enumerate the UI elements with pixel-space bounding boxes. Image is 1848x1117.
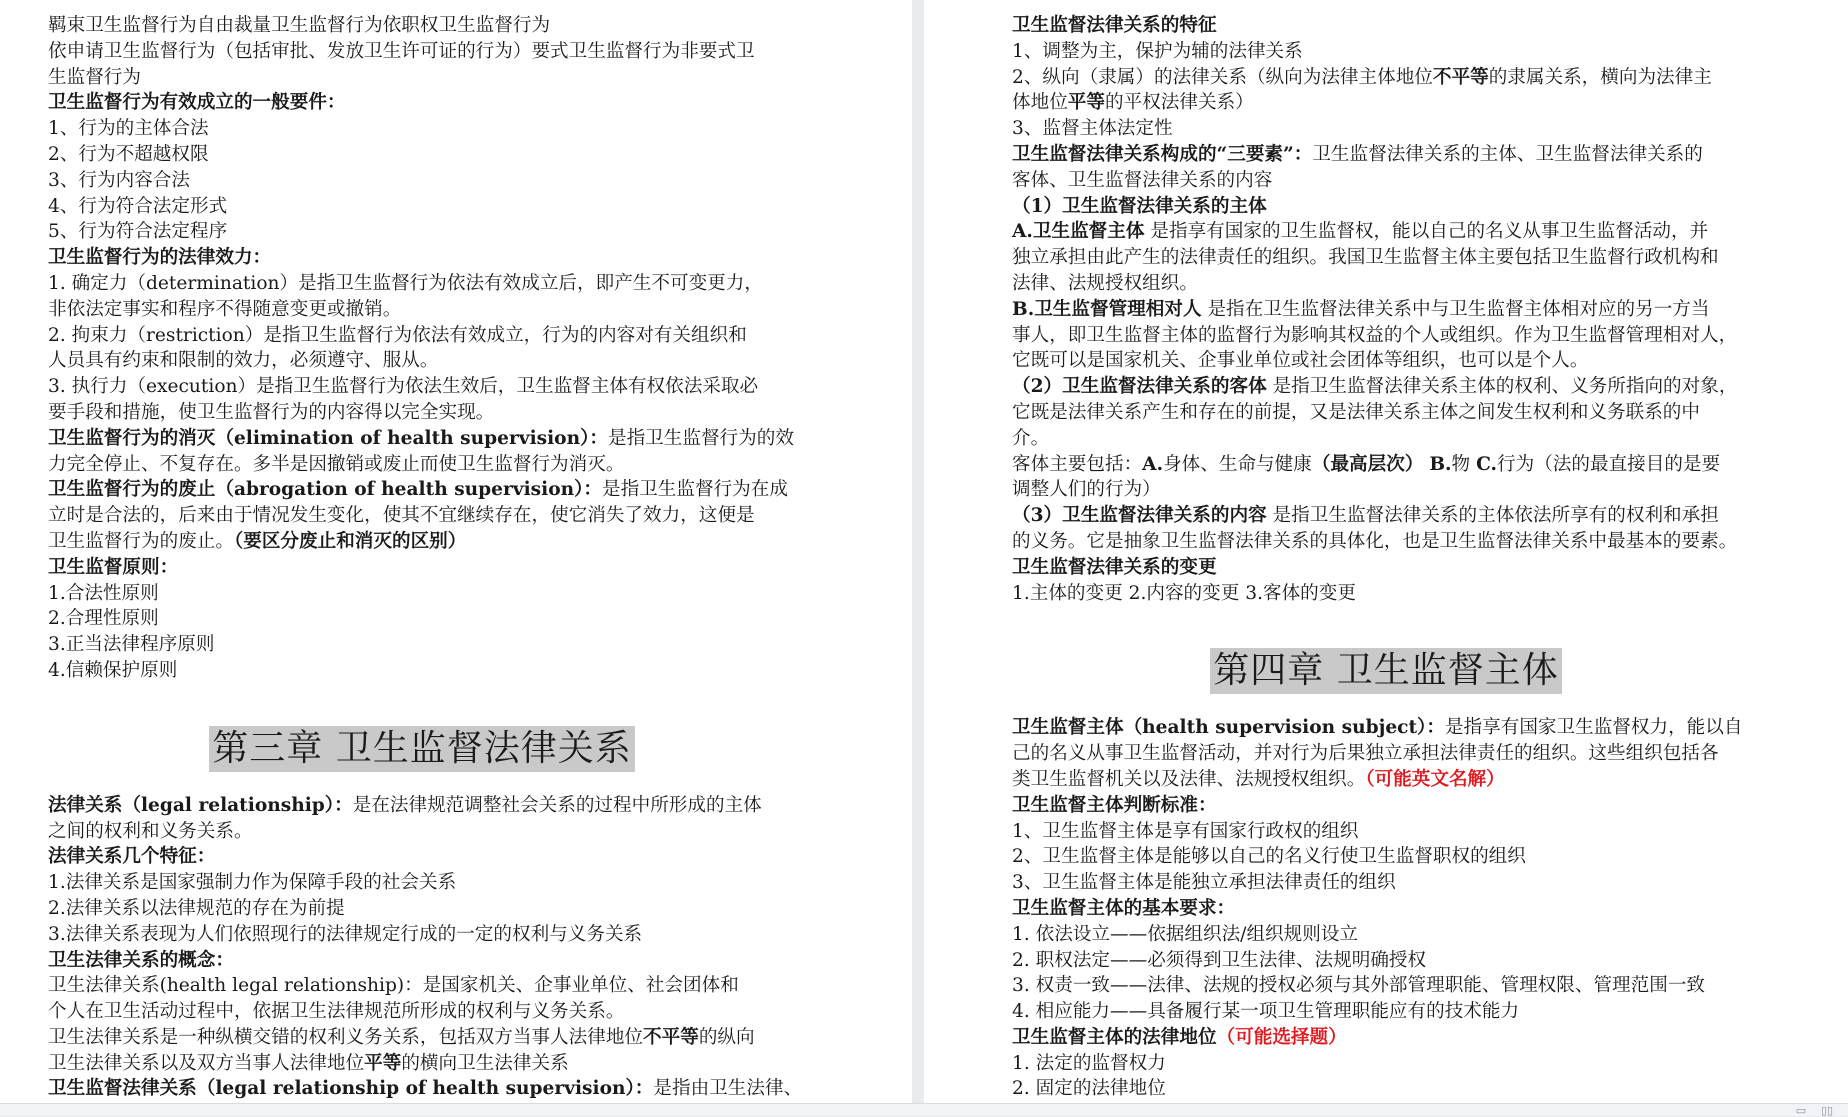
bold-text: B.卫生监督管理相对人 bbox=[1012, 298, 1202, 320]
bold-text: A. bbox=[1142, 453, 1164, 475]
bold-text: 卫生监督行为的法律效力： bbox=[48, 247, 272, 269]
text-span: 3、监督主体法定性 bbox=[1012, 118, 1173, 140]
text-line bbox=[1012, 323, 1848, 349]
text-line bbox=[1012, 374, 1848, 400]
right-text-block-2 bbox=[1012, 715, 1848, 1102]
text-span: 介。 bbox=[1012, 427, 1050, 449]
bold-text: 卫生法律关系的概念： bbox=[48, 949, 234, 971]
chapter-3-heading bbox=[48, 726, 796, 772]
bold-text: （1）卫生监督法律关系的主体 bbox=[1012, 195, 1267, 217]
text-line bbox=[48, 503, 912, 529]
bold-text: 卫生监督主体（health supervision subject）： bbox=[1012, 717, 1445, 739]
text-span: 法律、法规授权组织。 bbox=[1012, 272, 1198, 294]
text-span: 己的名义从事卫生监督活动，并对行为后果独立承担法律责任的组织。这些组织包括各 bbox=[1012, 743, 1719, 765]
text-span: 2、卫生监督主体是能够以自己的名义行使卫生监督职权的组织 bbox=[1012, 846, 1526, 868]
text-line bbox=[1012, 948, 1848, 974]
text-span: 是指在卫生监督法律关系中与卫生监督主体相对应的另一方当 bbox=[1201, 298, 1710, 320]
text-line bbox=[1012, 529, 1848, 555]
text-line bbox=[48, 116, 912, 142]
text-span: 3.法律关系表现为人们依照现行的法律规定行成的一定的权利与义务关系 bbox=[48, 923, 643, 945]
text-line bbox=[48, 13, 912, 39]
text-line bbox=[48, 65, 912, 91]
text-span: 卫生监督行为的废止。 bbox=[48, 530, 234, 552]
text-span: 人员具有约束和限制的效力，必须遵守、服从。 bbox=[48, 350, 439, 372]
bold-text: 卫生监督行为的废止（abrogation of health supervision）： bbox=[48, 479, 603, 501]
text-span: 是指享有国家卫生监督权力，能以自 bbox=[1444, 717, 1743, 739]
text-line bbox=[1012, 1051, 1848, 1077]
text-span: 的横向卫生法律关系 bbox=[401, 1052, 569, 1074]
bold-text: C. bbox=[1476, 453, 1498, 475]
text-line bbox=[48, 426, 912, 452]
text-span: 非依法定事实和程序不得随意变更或撤销。 bbox=[48, 298, 402, 320]
text-span: 的隶属关系，横向为法律主 bbox=[1488, 66, 1712, 88]
text-line bbox=[1012, 715, 1848, 741]
text-line bbox=[48, 219, 912, 245]
chapter-4-heading bbox=[1012, 648, 1760, 694]
text-span: 是指卫生监督法律关系主体的权利、义务所指向的对象， bbox=[1266, 376, 1738, 398]
highlight-note: （可能英文名解） bbox=[1365, 768, 1505, 790]
text-span: 1.主体的变更 2.内容的变更 3.客体的变更 bbox=[1012, 582, 1356, 604]
chapter-4-title: 第四章 卫生监督主体 bbox=[1210, 648, 1561, 694]
text-line bbox=[48, 194, 912, 220]
text-span: 是指卫生监督法律关系的主体依法所享有的权利和承担 bbox=[1266, 505, 1719, 527]
text-span: 体地位 bbox=[1012, 92, 1068, 114]
bold-text: （2）卫生监督法律关系的客体 bbox=[1012, 376, 1267, 398]
text-span: 是指卫生监督行为的效 bbox=[607, 427, 794, 449]
bold-text: 平等 bbox=[1067, 92, 1105, 114]
text-span: 的义务。它是抽象卫生监督法律关系的具体化，也是卫生监督法律关系中最基本的要素。 bbox=[1012, 530, 1738, 552]
text-span: 的平权法律关系） bbox=[1105, 92, 1254, 114]
text-line bbox=[1012, 1076, 1848, 1102]
text-line bbox=[48, 844, 912, 870]
text-span: 是指享有国家的卫生监督权，能以自己的名义从事卫生监督活动，并 bbox=[1144, 221, 1709, 243]
text-line bbox=[1012, 400, 1848, 426]
text-span: 卫生法律关系以及双方当事人法律地位 bbox=[48, 1052, 365, 1074]
text-line bbox=[48, 348, 912, 374]
text-line bbox=[1012, 581, 1848, 607]
bold-text: （最高层次） bbox=[1311, 453, 1424, 475]
text-line bbox=[48, 555, 912, 581]
text-span: 1、调整为主，保护为辅的法律关系 bbox=[1012, 40, 1303, 62]
text-span: 1.合法性原则 bbox=[48, 582, 159, 604]
text-line bbox=[48, 632, 912, 658]
text-line bbox=[1012, 426, 1848, 452]
text-line bbox=[48, 1025, 912, 1051]
text-span: 1、卫生监督主体是享有国家行政权的组织 bbox=[1012, 820, 1359, 842]
text-line bbox=[48, 1051, 912, 1077]
bold-text: A.卫生监督主体 bbox=[1012, 221, 1145, 243]
bold-text: 卫生监督主体的基本要求： bbox=[1012, 897, 1236, 919]
bold-text: 卫生监督主体的法律地位 bbox=[1012, 1026, 1217, 1048]
text-span: 是在法律规范调整社会关系的过程中所形成的主体 bbox=[352, 794, 762, 816]
text-span: 4、行为符合法定形式 bbox=[48, 195, 228, 217]
bold-text: 卫生监督法律关系的特征 bbox=[1012, 15, 1217, 36]
text-span: 身体、生命与健康 bbox=[1163, 453, 1312, 475]
text-span: 2.合理性原则 bbox=[48, 608, 159, 630]
text-line bbox=[1012, 896, 1848, 922]
bold-text: （要区分废止和消灭的区别） bbox=[233, 530, 467, 552]
text-span: 事人，即卫生监督主体的监督行为影响其权益的个人或组织。作为卫生监督管理相对人， bbox=[1012, 324, 1738, 346]
text-span: 是指卫生监督行为在成 bbox=[602, 479, 788, 501]
text-span: 4.信赖保护原则 bbox=[48, 659, 178, 681]
text-span: 它既是法律关系产生和存在的前提，又是法律关系主体之间发生权利和义务联系的中 bbox=[1012, 401, 1700, 423]
text-span: 类卫生监督机关以及法律、法规授权组织。 bbox=[1012, 768, 1366, 790]
text-span: 立时是合法的，后来由于情况发生变化，使其不宜继续存在，使它消失了效力，这便是 bbox=[48, 505, 755, 527]
text-line bbox=[48, 658, 912, 684]
text-span: 它既可以是国家机关、企事业单位或社会团体等组织，也可以是个人。 bbox=[1012, 350, 1589, 372]
text-span: 3. 执行力（execution）是指卫生监督行为依法生效后，卫生监督主体有权依法采取必 bbox=[48, 376, 759, 398]
text-span: 卫生监督法律关系的主体、卫生监督法律关系的 bbox=[1312, 143, 1703, 165]
text-line bbox=[1012, 116, 1848, 142]
bold-text: 不平等 bbox=[1432, 66, 1489, 88]
text-span: 3. 权责一致——法律、法规的授权必须与其外部管理职能、管理权限、管理范围一致 bbox=[1012, 975, 1706, 997]
text-span: 2. 固定的法律地位 bbox=[1012, 1078, 1166, 1100]
text-line bbox=[48, 323, 912, 349]
text-line bbox=[1012, 348, 1848, 374]
text-line bbox=[1012, 1025, 1848, 1051]
text-span: 卫生法律关系(health legal relationship)：是国家机关、企事业单位、社会团体和 bbox=[48, 975, 739, 997]
bold-text: B. bbox=[1429, 453, 1452, 475]
bold-text: 卫生监督行为的消灭（elimination of health supervision）： bbox=[48, 427, 608, 449]
text-line bbox=[1012, 999, 1848, 1025]
text-line bbox=[48, 477, 912, 503]
text-span: 物 bbox=[1451, 453, 1477, 475]
text-span: 1.法律关系是国家强制力作为保障手段的社会关系 bbox=[48, 872, 457, 894]
text-line bbox=[1012, 219, 1848, 245]
bold-text: 卫生监督原则： bbox=[48, 556, 179, 578]
bold-text: 卫生监督法律关系的变更 bbox=[1012, 556, 1217, 578]
text-line bbox=[48, 581, 912, 607]
text-span: 是指由卫生法律、 bbox=[653, 1078, 803, 1100]
highlight-note: （可能选择题） bbox=[1216, 1026, 1347, 1048]
text-line bbox=[48, 606, 912, 632]
text-span: 5、行为符合法定程序 bbox=[48, 221, 228, 243]
text-span: 依申请卫生监督行为（包括审批、发放卫生许可证的行为）要式卫生监督行为非要式卫 bbox=[48, 40, 755, 62]
text-line bbox=[48, 297, 912, 323]
left-text-block-2 bbox=[48, 793, 912, 1103]
text-span: 1. 确定力（determination）是指卫生监督行为依法有效成立后，即产生不可变更力， bbox=[48, 272, 763, 294]
text-line bbox=[1012, 142, 1848, 168]
text-line bbox=[1012, 452, 1848, 478]
bold-text: 不平等 bbox=[643, 1026, 699, 1048]
text-line bbox=[48, 245, 912, 271]
left-text-block-1 bbox=[48, 13, 912, 684]
bold-text: 卫生监督行为有效成立的一般要件： bbox=[48, 92, 346, 114]
bold-text: 平等 bbox=[364, 1052, 402, 1074]
text-line bbox=[1012, 297, 1848, 323]
text-span: 力完全停止、不复存在。多半是因撤销或废止而使卫生监督行为消灭。 bbox=[48, 453, 625, 475]
text-line bbox=[1012, 13, 1848, 39]
text-span: 1. 法定的监督权力 bbox=[1012, 1052, 1166, 1074]
text-span: 要手段和措施，使卫生监督行为的内容得以完全实现。 bbox=[48, 401, 495, 423]
text-line bbox=[48, 973, 912, 999]
text-line bbox=[1012, 39, 1848, 65]
text-span: 2. 拘束力（restriction）是指卫生监督行为依法有效成立，行为的内容对有关组织和 bbox=[48, 324, 747, 346]
text-line bbox=[1012, 741, 1848, 767]
text-line bbox=[1012, 767, 1848, 793]
text-line bbox=[48, 374, 912, 400]
text-span: 4. 相应能力——具备履行某一项卫生管理职能应有的技术能力 bbox=[1012, 1001, 1520, 1023]
text-span: 行为（法的最直接目的是要 bbox=[1497, 453, 1721, 475]
text-line bbox=[48, 896, 912, 922]
text-line bbox=[48, 793, 912, 819]
text-line bbox=[1012, 844, 1848, 870]
text-line bbox=[48, 271, 912, 297]
text-line bbox=[1012, 245, 1848, 271]
text-line bbox=[1012, 503, 1848, 529]
text-span: 3、卫生监督主体是能独立承担法律责任的组织 bbox=[1012, 872, 1396, 894]
text-span: 独立承担由此产生的法律责任的组织。我国卫生监督主体主要包括卫生监督行政机构和 bbox=[1012, 247, 1719, 269]
right-text-block-1 bbox=[1012, 13, 1848, 606]
text-span: 2. 职权法定——必须得到卫生法律、法规明确授权 bbox=[1012, 949, 1427, 971]
text-line bbox=[1012, 477, 1848, 503]
bold-text: （3）卫生监督法律关系的内容 bbox=[1012, 505, 1267, 527]
text-span: 3.正当法律程序原则 bbox=[48, 634, 215, 656]
chapter-3-title: 第三章 卫生监督法律关系 bbox=[209, 726, 634, 772]
bold-text: 法律关系几个特征： bbox=[48, 846, 216, 868]
text-span: 个人在卫生活动过程中，依据卫生法律规范所形成的权利与义务关系。 bbox=[48, 1001, 625, 1023]
text-line bbox=[1012, 90, 1848, 116]
text-span: 2、行为不超越权限 bbox=[48, 143, 209, 165]
text-line bbox=[48, 39, 912, 65]
text-line bbox=[48, 948, 912, 974]
text-line bbox=[1012, 555, 1848, 581]
text-span: 调整人们的行为） bbox=[1012, 479, 1161, 501]
page-right bbox=[924, 0, 1848, 1104]
text-line bbox=[48, 819, 912, 845]
text-span: 的纵向 bbox=[698, 1026, 755, 1048]
text-line bbox=[48, 142, 912, 168]
text-span: 之间的权利和义务关系。 bbox=[48, 820, 253, 842]
text-span: 生监督行为 bbox=[48, 66, 141, 88]
text-span: 1. 依法设立——依据组织法/组织规则设立 bbox=[1012, 923, 1359, 945]
text-span: 3、行为内容合法 bbox=[48, 169, 190, 191]
status-bar bbox=[0, 1103, 1848, 1116]
text-line bbox=[1012, 793, 1848, 819]
text-line bbox=[1012, 973, 1848, 999]
text-span: 羁束卫生监督行为自由裁量卫生监督行为依职权卫生监督行为 bbox=[48, 15, 551, 36]
text-span: 2.法律关系以法律规范的存在为前提 bbox=[48, 897, 345, 919]
text-span: 客体、卫生监督法律关系的内容 bbox=[1012, 169, 1273, 191]
text-span: 卫生法律关系是一种纵横交错的权利义务关系，包括双方当事人法律地位 bbox=[48, 1026, 644, 1048]
text-line bbox=[48, 400, 912, 426]
bold-text: 卫生监督法律关系（legal relationship of health supervision）： bbox=[48, 1078, 654, 1100]
text-line bbox=[1012, 65, 1848, 91]
text-line bbox=[1012, 870, 1848, 896]
page-left bbox=[0, 0, 912, 1104]
text-line bbox=[1012, 194, 1848, 220]
text-line bbox=[48, 90, 912, 116]
text-line bbox=[1012, 168, 1848, 194]
two-page-view-icon[interactable]: ▯▯ bbox=[1820, 1104, 1834, 1117]
text-line bbox=[1012, 922, 1848, 948]
text-span: 2、纵向（隶属）的法律关系（纵向为法律主体地位 bbox=[1012, 66, 1433, 88]
text-span: 1、行为的主体合法 bbox=[48, 118, 209, 140]
bold-text: 卫生监督法律关系构成的“三要素”： bbox=[1012, 143, 1313, 165]
text-line bbox=[48, 529, 912, 555]
bold-text: 卫生监督主体判断标准： bbox=[1012, 794, 1217, 816]
text-line bbox=[48, 168, 912, 194]
text-line bbox=[48, 999, 912, 1025]
page-view-icon[interactable]: ▭ bbox=[1795, 1104, 1807, 1117]
text-line bbox=[48, 870, 912, 896]
bold-text: 法律关系（legal relationship）： bbox=[48, 794, 353, 816]
text-line bbox=[48, 452, 912, 478]
text-line bbox=[48, 1076, 912, 1102]
text-span: 客体主要包括： bbox=[1012, 453, 1143, 475]
text-line bbox=[48, 922, 912, 948]
text-line bbox=[1012, 819, 1848, 845]
text-line bbox=[1012, 271, 1848, 297]
